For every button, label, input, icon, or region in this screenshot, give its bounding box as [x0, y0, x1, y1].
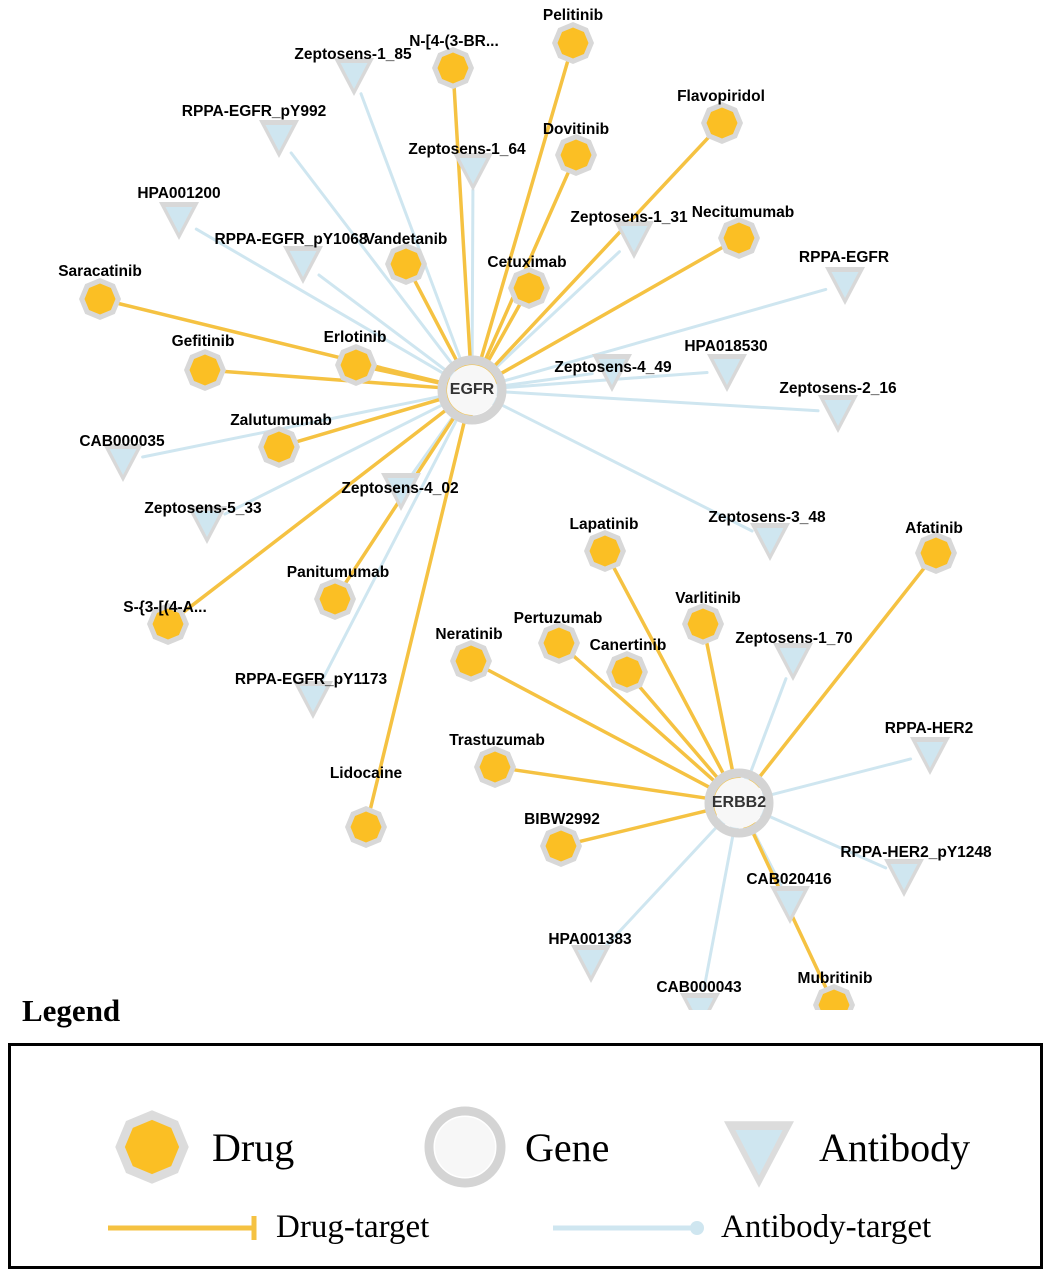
- antibody-node[interactable]: [187, 506, 227, 544]
- drug-label: Trastuzumab: [449, 732, 545, 749]
- graph-edge: [763, 814, 886, 868]
- edges-layer: [119, 62, 923, 990]
- drug-label: Lapatinib: [569, 516, 639, 533]
- antibody-node[interactable]: [159, 202, 199, 240]
- antibody-label: Zeptosens-1_70: [735, 630, 853, 647]
- antibody-node[interactable]: [334, 58, 374, 96]
- antibody-node[interactable]: [750, 523, 790, 561]
- drug-node-core: [341, 350, 372, 381]
- drug-node[interactable]: [474, 746, 516, 788]
- graph-edge: [497, 289, 826, 382]
- drug-node[interactable]: [258, 426, 300, 468]
- antibody-label: HPA001200: [137, 185, 221, 202]
- drug-node[interactable]: [432, 47, 474, 89]
- drug-node-core: [85, 284, 116, 315]
- antibody-label: CAB000043: [656, 979, 742, 996]
- antibody-label: Zeptosens-1_31: [570, 209, 688, 226]
- drug-node[interactable]: [508, 267, 550, 309]
- antibody-node[interactable]: [293, 681, 333, 719]
- antibody-label: RPPA-HER2_pY1248: [840, 844, 992, 861]
- antibody-target-edge-icon: [551, 1212, 711, 1244]
- antibody-label: RPPA-EGFR_pY1068: [214, 231, 368, 248]
- antibody-node[interactable]: [818, 395, 858, 433]
- antibody-node[interactable]: [592, 354, 632, 392]
- graph-edge: [361, 94, 463, 366]
- drug-label: Panitumumab: [286, 564, 390, 581]
- legend-item-antibody-target: [551, 1209, 931, 1246]
- gene-node-core: [711, 778, 767, 828]
- graph-edge: [605, 822, 722, 947]
- drug-label: Neratinib: [435, 626, 503, 643]
- drug-node-core: [558, 28, 589, 59]
- graph-edge: [755, 569, 924, 783]
- drug-node-core: [514, 273, 545, 304]
- gene-node[interactable]: [709, 773, 769, 833]
- gene-icon: [419, 1101, 511, 1193]
- drug-label: Flavopiridol: [677, 88, 765, 105]
- antibody-node[interactable]: [770, 886, 810, 924]
- drug-label: Cetuximab: [487, 254, 567, 271]
- drug-node[interactable]: [555, 134, 597, 176]
- drug-node-core: [351, 812, 382, 843]
- drug-label: Zalutumumab: [230, 412, 332, 429]
- antibody-icon: [713, 1101, 805, 1193]
- drug-label: Pelitinib: [542, 7, 604, 24]
- drug-node[interactable]: [682, 603, 724, 645]
- drug-node-core: [546, 831, 577, 862]
- drug-node[interactable]: [701, 102, 743, 144]
- drug-label: Pertuzumab: [513, 610, 603, 627]
- antibody-node[interactable]: [910, 737, 950, 775]
- drug-node[interactable]: [552, 22, 594, 64]
- drug-node[interactable]: [540, 825, 582, 867]
- legend-item-gene: [419, 1101, 609, 1193]
- drug-node-core: [612, 657, 643, 688]
- drug-node-core: [391, 249, 422, 280]
- legend-label-antibody-target: Antibody-target: [721, 1209, 932, 1245]
- graph-edge: [498, 392, 818, 411]
- drug-node[interactable]: [147, 603, 189, 645]
- nodes-layer: [79, 22, 957, 1010]
- antibody-label: CAB000035: [79, 433, 165, 450]
- drug-label: Erlotinib: [323, 329, 387, 346]
- legend-label-drug: Drug: [212, 1124, 295, 1170]
- antibody-label: RPPA-HER2: [884, 720, 974, 737]
- antibody-label: Zeptosens-4_49: [554, 359, 672, 376]
- drug-node[interactable]: [184, 349, 226, 391]
- antibody-node[interactable]: [614, 221, 654, 259]
- drug-label: BIBW2992: [524, 811, 600, 828]
- antibody-label: Zeptosens-1_85: [294, 46, 412, 63]
- antibody-label: HPA001383: [548, 931, 632, 948]
- gene-label: EGFR: [449, 381, 495, 398]
- drug-node-core: [688, 609, 719, 640]
- drug-node[interactable]: [345, 806, 387, 848]
- antibody-node[interactable]: [707, 354, 747, 392]
- drug-label: Afatinib: [905, 520, 963, 537]
- drug-node-core: [264, 432, 295, 463]
- drug-node[interactable]: [385, 243, 427, 285]
- antibody-label: CAB020416: [746, 871, 832, 888]
- drug-node-core: [544, 628, 575, 659]
- graph-edge: [707, 644, 734, 778]
- graph-edge: [580, 809, 713, 841]
- drug-label: Necitumumab: [691, 204, 795, 221]
- drug-icon: [106, 1101, 198, 1193]
- antibody-node[interactable]: [680, 993, 720, 1010]
- drug-node-core: [320, 584, 351, 615]
- drug-node[interactable]: [450, 640, 492, 682]
- drug-node[interactable]: [538, 622, 580, 664]
- antibody-node[interactable]: [283, 246, 323, 284]
- drug-node-core: [190, 355, 221, 386]
- drug-label: S-{3-[(4-A...: [123, 599, 207, 616]
- antibody-node[interactable]: [259, 120, 299, 158]
- gene-node[interactable]: [442, 360, 502, 420]
- graph-edge: [704, 829, 734, 991]
- antibody-label: RPPA-EGFR: [798, 249, 890, 266]
- drug-node[interactable]: [79, 278, 121, 320]
- graph-edge: [479, 62, 567, 365]
- drug-label: Canertinib: [589, 637, 667, 654]
- drug-node[interactable]: [314, 578, 356, 620]
- antibody-label: Zeptosens-1_64: [408, 141, 526, 158]
- gene-node-core: [447, 365, 497, 415]
- graph-edge: [764, 759, 910, 797]
- antibody-node[interactable]: [571, 945, 611, 983]
- graph-edge: [748, 679, 786, 779]
- drug-label: Varlitinib: [675, 590, 741, 607]
- drug-node-core: [480, 752, 511, 783]
- legend-label-gene: Gene: [525, 1124, 610, 1170]
- antibody-label: RPPA-EGFR_pY1173: [234, 671, 388, 688]
- graph-edge: [574, 656, 720, 785]
- legend-item-drug-target: [106, 1209, 429, 1246]
- legend-title: Legend: [22, 993, 121, 1028]
- antibody-node[interactable]: [773, 643, 813, 681]
- graph-edge: [119, 304, 446, 384]
- graph-edge: [454, 88, 470, 364]
- antibody-node[interactable]: [381, 473, 421, 511]
- legend-item-drug: [106, 1101, 294, 1193]
- drug-target-edge-icon: [106, 1212, 266, 1244]
- graph-edge: [472, 190, 473, 364]
- drug-label: Vandetanib: [364, 231, 448, 248]
- legend-label-drug-target: Drug-target: [276, 1209, 430, 1245]
- drug-node-core: [456, 646, 487, 677]
- graph-edge: [490, 138, 709, 371]
- graph-edge: [291, 153, 456, 369]
- antibody-label: HPA018530: [684, 338, 768, 355]
- legend-item-antibody: [713, 1101, 970, 1193]
- antibody-label: Zeptosens-3_48: [708, 509, 826, 526]
- drug-node[interactable]: [335, 344, 377, 386]
- drug-label: Dovitinib: [542, 121, 610, 138]
- drug-label: Saracatinib: [58, 263, 142, 280]
- antibody-label: Zeptosens-4_02: [341, 480, 459, 497]
- drug-label: N-[4-(3-BR...: [409, 33, 499, 50]
- drug-node-core: [561, 140, 592, 171]
- antibody-label: Zeptosens-2_16: [779, 380, 897, 397]
- drug-node-core: [438, 53, 469, 84]
- legend-label-antibody: Antibody: [819, 1124, 971, 1170]
- antibody-node[interactable]: [825, 267, 865, 305]
- drug-node[interactable]: [813, 984, 855, 1010]
- antibody-node[interactable]: [884, 859, 924, 897]
- graph-edge: [495, 402, 752, 531]
- gene-label: ERBB2: [711, 794, 767, 811]
- drug-node-core: [921, 538, 952, 569]
- drug-node-core: [590, 536, 621, 567]
- antibody-node[interactable]: [103, 444, 143, 482]
- antibody-label: Zeptosens-5_33: [144, 500, 262, 517]
- drug-node-core: [707, 108, 738, 139]
- drug-label: Mubritinib: [797, 970, 873, 987]
- drug-node-core: [153, 609, 184, 640]
- drug-node[interactable]: [606, 651, 648, 693]
- legend-box: [8, 1043, 1043, 1269]
- drug-label: Lidocaine: [329, 765, 403, 782]
- drug-node-core: [724, 223, 755, 254]
- antibody-label: RPPA-EGFR_pY992: [181, 103, 327, 120]
- drug-label: Gefitinib: [171, 333, 235, 350]
- graph-edge: [640, 687, 722, 783]
- drug-node[interactable]: [584, 530, 626, 572]
- drug-node[interactable]: [915, 532, 957, 574]
- drug-node[interactable]: [718, 217, 760, 259]
